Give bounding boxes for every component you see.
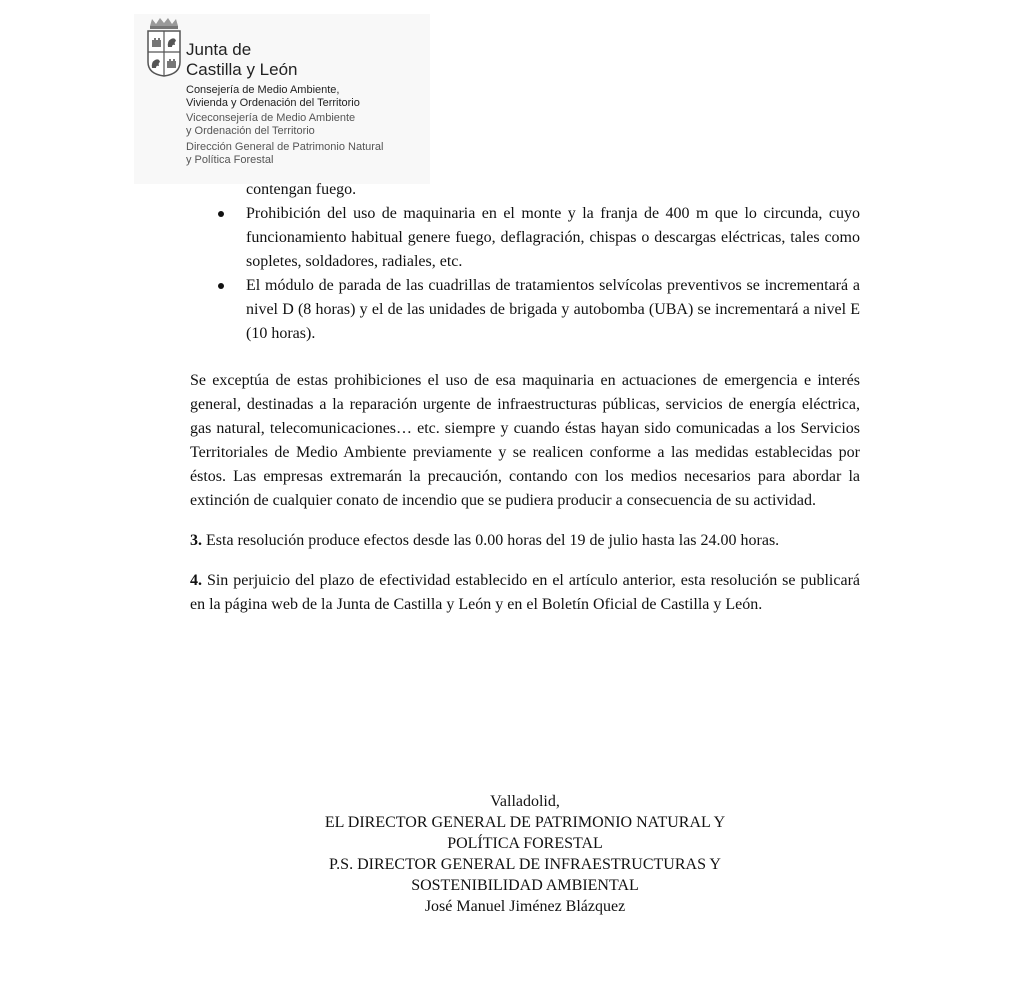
list-item-text: Prohibición del uso de maquinaria en el monte y la franja de 400 m que lo circunda, cuyo funcionamiento habitual genere fuego, deflagración, chispas o descargas eléctricas, tales como sopletes, soldadores, radiales, etc. (246, 205, 860, 270)
directorate-line2: y Política Forestal (186, 154, 274, 166)
signatory-name: José Manuel Jiménez Blázquez (424, 898, 626, 915)
bullet-continuation: contengan fuego. (246, 181, 357, 198)
org-name (186, 40, 298, 80)
ministry-line1: Consejería de Medio Ambiente, (186, 84, 340, 96)
section-4-text: Sin perjuicio del plazo de efectividad establecido en el artículo anterior, esta resolución se publicará en la página web de la Junta de Castilla y León y en el Boletín Oficial de Castilla y León. (190, 572, 860, 613)
section-4 (190, 569, 860, 617)
org-name-line1: Junta de (186, 40, 252, 59)
exception-paragraph: Se exceptúa de estas prohibiciones el uso de esa maquinaria en actuaciones de emergencia e interés general, destinadas a la reparación urgente de infraestructuras públicas, servicios de energía eléctrica, gas natural, telecomunicaciones… etc. siempre y cuando éstas hayan sido comunicadas a los Servicios Territoriales de Medio Ambiente previamente y se realicen conforme a las medidas establecidas por éstos. Las empresas extremarán la precaución, contando con los medios necesarios para abordar la extinción de cualquier conato de incendio que se pudiera producir a consecuencia de su actividad. (190, 372, 860, 509)
document-body (190, 178, 860, 617)
section-4-number: 4. (190, 572, 202, 589)
signature-title-line2: POLÍTICA FORESTAL (447, 835, 603, 852)
ministry-line2: Vivienda y Ordenación del Territorio (186, 97, 360, 109)
signature-title-line3: P.S. DIRECTOR GENERAL DE INFRAESTRUCTURAS Y (329, 856, 721, 873)
signature-block (190, 791, 860, 917)
vice-ministry-line1: Viceconsejería de Medio Ambiente (186, 112, 356, 124)
bullet-icon (218, 211, 224, 217)
letterhead (134, 14, 430, 184)
coat-of-arms-icon (144, 16, 184, 78)
vice-ministry-line2: y Ordenación del Territorio (186, 125, 315, 137)
measures-list (190, 178, 860, 346)
section-3-text: Esta resolución produce efectos desde las 0.00 horas del 19 de julio hasta las 24.00 horas. (202, 532, 780, 549)
bullet-icon (218, 283, 224, 289)
directorate-line1: Dirección General de Patrimonio Natural (186, 141, 384, 153)
list-item (246, 274, 860, 346)
section-3-number: 3. (190, 532, 202, 549)
section-3 (190, 529, 860, 553)
signature-title-line1: EL DIRECTOR GENERAL DE PATRIMONIO NATURAL Y (324, 814, 726, 831)
org-name-line2: Castilla y León (186, 60, 298, 79)
list-item (246, 202, 860, 274)
signature-title-line4: SOSTENIBILIDAD AMBIENTAL (411, 877, 639, 894)
list-item-text: El módulo de parada de las cuadrillas de tratamientos selvícolas preventivos se incrementará a nivel D (8 horas) y el de las unidades de brigada y autobomba (UBA) se incrementará a nivel E (10 horas). (246, 277, 860, 342)
signature-place: Valladolid, (490, 793, 560, 810)
